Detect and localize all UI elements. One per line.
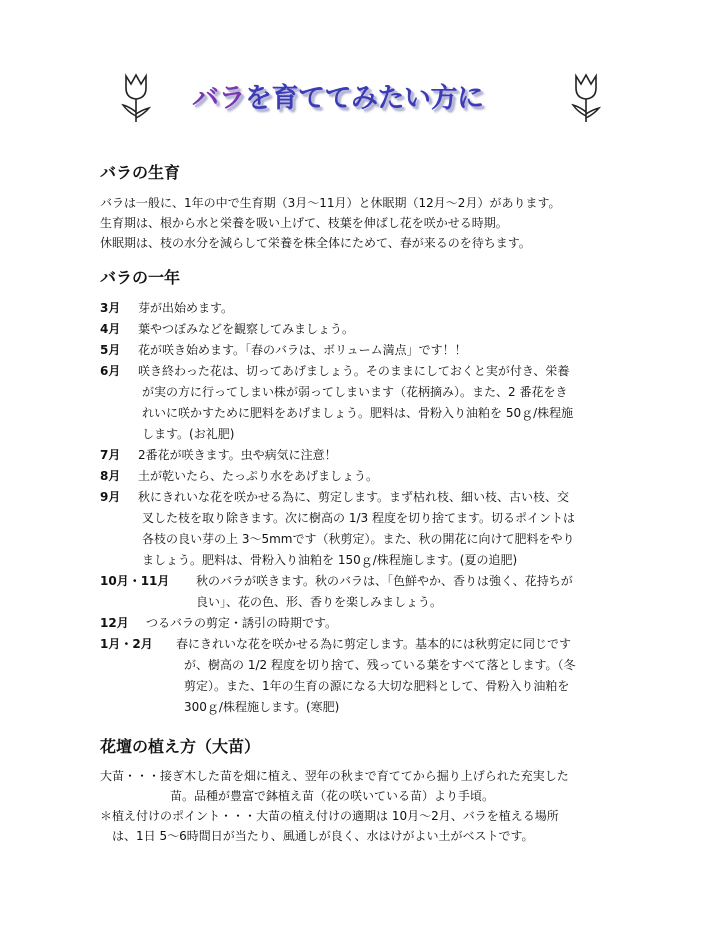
title-accent: バラ [192,83,245,114]
month-text [138,340,467,361]
month-line: 秋にきれいな花を咲かせる為に、剪定します。まず枯れ枝、細い枝、古い枝、交 [138,490,570,504]
month-line: 良い」、花の色、形、香りを楽しみましょう。 [196,595,443,609]
section-heading-planting: 花壇の植え方（大苗） [100,737,261,756]
paragraph-line: 生育期は、根から水と栄養を吸い上げて、枝葉を伸ばし花を咲かせる時期。 [100,216,508,230]
month-label: 12月 [100,616,129,630]
month-line: が実の方に行ってしまい株が弱ってしまいます（花柄摘み）。また、2 番花をき [142,385,568,399]
month-label: 7月 [100,448,121,462]
month-line: 300ｇ/株程施します。(寒肥) [184,700,340,714]
growth-paragraph [100,193,640,253]
month-line: 咲き終わった花は、切ってあげましょう。そのままにしておくと実が付き、栄養 [138,364,570,378]
month-text [138,298,233,319]
month-line: れいに咲かすために肥料をあげましょう。肥料は、骨粉入り油粕を 50ｇ/株程施 [142,406,574,420]
month-label: 5月 [100,343,121,357]
month-label: 3月 [100,301,121,315]
section-heading-year: バラの一年 [100,268,181,287]
title-rest: を育ててみたい方に [245,83,484,114]
paragraph-line: 休眠期は、枝の水分を減らして栄養を株全体にためて、春が来るのを待ちます。 [100,236,531,250]
month-line: 秋のバラが咲きます。秋のバラは、「色鮮やか、香りは強く、花持ちが [196,574,573,588]
month-text [138,319,354,340]
month-text [138,445,337,466]
title-banner [118,72,608,124]
month-line: 2番花が咲きます。虫や病気に注意！ [138,448,337,462]
month-line: 土が乾いたら、たっぷり水をあげましょう。 [138,469,379,483]
month-label: 4月 [100,322,121,336]
month-line: 花が咲き始めます。「春のバラは、ボリューム満点」です！！ [138,343,467,357]
month-text [138,361,573,445]
month-line: 各枝の良い芽の上 3～5mmです（秋剪定）。また、秋の開花に向けて肥料をやり [142,532,575,546]
paragraph-line: ＊植え付けのポイント・・・大苗の植え付けの適期は 10月～2月、バラを植える場所 [100,809,559,823]
month-label: 8月 [100,469,121,483]
tulip-icon [118,72,154,124]
month-text [138,466,378,487]
month-line: します。(お礼肥) [142,427,235,441]
month-line: つるバラの剪定・誘引の時期です。 [146,616,338,630]
month-label: 6月 [100,364,121,378]
tulip-icon [568,72,604,124]
month-label: 9月 [100,490,121,504]
month-text [138,487,575,571]
section-heading-growth: バラの生育 [100,163,181,182]
month-line: 叉した枝を取り除きます。次に樹高の 1/3 程度を切り捨てます。切るポイントは [142,511,576,525]
month-line: 芽が出始めます。 [138,301,234,315]
month-label: 10月・11月 [100,574,170,588]
month-line: 剪定）。また、1年の生育の源になる大切な肥料として、骨粉入り油粕を [184,679,570,693]
paragraph-line: 大苗・・・接ぎ木した苗を畑に植え、翌年の秋まで育ててから掘り上げられた充実した [100,769,569,783]
page-title [192,76,484,115]
paragraph-line: は、1日 5～6時間日が当たり、風通しが良く、水はけがよい土がベストです。 [112,829,534,843]
month-text [196,571,573,613]
month-line: が、樹高の 1/2 程度を切り捨て、残っている葉をすべて落とします。（冬 [184,658,576,672]
month-text [176,634,576,718]
month-text [146,613,337,634]
paragraph-line: バラは一般に、1年の中で生育期（3月～11月）と休眠期（12月～2月）があります。 [100,196,561,210]
month-label: 1月・2月 [100,637,153,651]
month-line: 葉やつぼみなどを観察してみましょう。 [138,322,355,336]
planting-paragraph [100,766,640,846]
paragraph-line: 苗。品種が豊富で鉢植え苗（花の咲いている苗）より手頃。 [170,789,495,803]
month-line: ましょう。肥料は、骨粉入り油粕を 150ｇ/株程施します。(夏の追肥) [142,553,518,567]
month-line: 春にきれいな花を咲かせる為に剪定します。基本的には秋剪定に同じです [176,637,572,651]
